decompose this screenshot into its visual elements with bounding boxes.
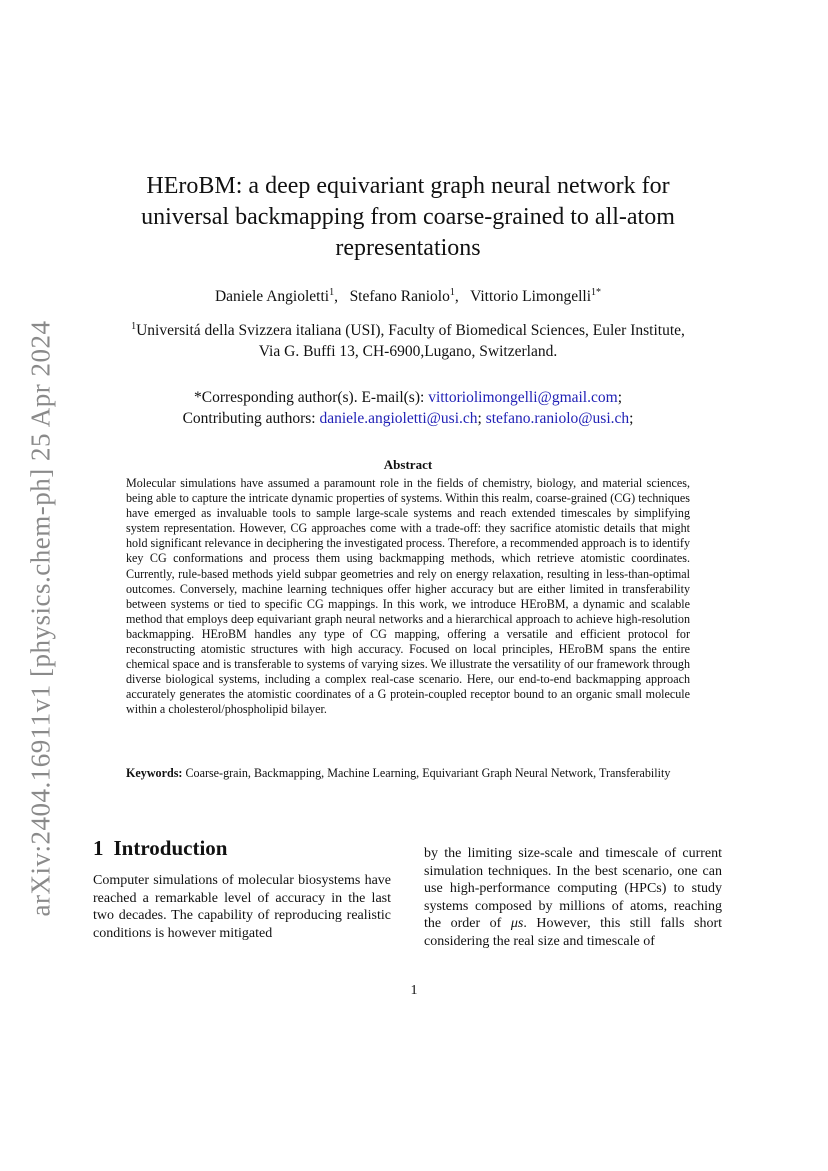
section-number: 1	[93, 836, 104, 860]
abstract-text: Molecular simulations have assumed a paramount role in the fields of chemistry, biology, and material sciences, being able to capture the intricate dynamic properties of systems. Within this realm, coarse-grained (CG) techniques have emerged as invaluable tools to sample large-scale systems and reach extended timescales by simplifying system representation. However, CG approaches come with a trade-off: they sacrifice atomistic details that might hold significant relevance in deciphering the investigated process. Therefore, a recommended approach is to identify key CG conformations and process them using backmapping methods, which retrieve atomistic coordinates. Currently, rule-based methods yield subpar geometries and rely on energy relaxation, resulting in less-than-optimal outcomes. Conversely, machine learning techniques offer higher accuracy but are either limited in transferability between systems or tied to specific CG mappings. In this work, we introduce HEroBM, a dynamic and scalable method that employs deep equivariant graph neural networks and a hierarchical approach to achieve high-resolution backmapping. HEroBM handles any type of CG mapping, offering a versatile and efficient protocol for reconstructing atomistic structures with high accuracy. Focused on local principles, HEroBM spans the entire chemical space and is transferable to systems of varying sizes. We illustrate the versatility of our framework through diverse biological systems, including a complex real-case scenario. Here, our end-to-end backmapping approach accurately generates the atomistic coordinates of a G protein-coupled receptor bound to an organic small molecule within a cholesterol/phospholipid bilayer.	[126, 476, 690, 717]
affiliation	[100, 316, 716, 362]
author-name: Vittorio Limongelli	[470, 288, 592, 306]
affiliation-line-2: Via G. Buffi 13, CH-6900,Lugano, Switzerland.	[258, 343, 558, 361]
contributing-authors-label: Contributing authors:	[182, 410, 320, 427]
arxiv-identifier-text: arXiv:2404.16911v1 [physics.chem-ph] 25 Apr 2024	[25, 320, 56, 916]
keywords	[126, 766, 690, 781]
corresponding-email-link[interactable]: vittoriolimongelli@gmail.com	[428, 389, 618, 406]
separator: ;	[629, 410, 634, 427]
page-number: 1	[410, 983, 418, 998]
affiliation-line-1: Universitá della Svizzera italiana (USI), Faculty of Biomedical Sciences, Euler Institute,	[136, 322, 685, 340]
section-title: Introduction	[113, 836, 228, 860]
author-affiliation-mark: 1	[449, 287, 455, 298]
contributing-email-link[interactable]: stefano.raniolo@usi.ch	[485, 410, 630, 427]
arxiv-identifier-stamp	[2, 316, 80, 920]
section-heading-introduction	[93, 836, 227, 861]
contributing-email-link[interactable]: daniele.angioletti@usi.ch	[319, 410, 478, 427]
author-name: Stefano Raniolo	[349, 288, 450, 306]
author-affiliation-mark: 1	[329, 287, 335, 298]
author-list: Daniele Angioletti$^1$, Stefano Raniolo$^1$, Vittorio Limongelli$^{1*}$	[214, 287, 602, 306]
affiliation-mark: 1	[131, 321, 137, 332]
keywords-text: Coarse-grain, Backmapping, Machine Learning, Equivariant Graph Neural Network, Transferability	[185, 766, 671, 780]
contact-emails	[100, 387, 716, 429]
author-name: Daniele Angioletti	[214, 288, 330, 306]
paper-title: HEroBM: a deep equivariant graph neural network for universal backmapping from coarse-grained to all-atom representations	[141, 173, 675, 261]
introduction-right-column	[424, 845, 722, 950]
separator: ;	[617, 389, 622, 406]
unit-symbol: μs	[510, 916, 524, 931]
author-affiliation-mark: 1*	[591, 287, 602, 298]
intro-text: . However, this still falls short considering the real size and timescale of	[424, 916, 722, 949]
corresponding-author-label: *Corresponding author(s). E-mail(s):	[194, 389, 429, 406]
separator: ;	[477, 410, 482, 427]
abstract-heading: Abstract	[383, 457, 433, 472]
keywords-label: Keywords:	[126, 766, 183, 780]
intro-text: by the limiting size-scale and timescale of current simulation techniques. In the best scenario, one can use high-performance computing (HPCs) to study systems composed by millions of atoms, reaching the order of	[424, 846, 722, 931]
introduction-left-column: Computer simulations of molecular biosystems have reached a remarkable level of accuracy in the last two decades. The capability of reproducing realistic conditions is however mitigated	[93, 873, 391, 941]
